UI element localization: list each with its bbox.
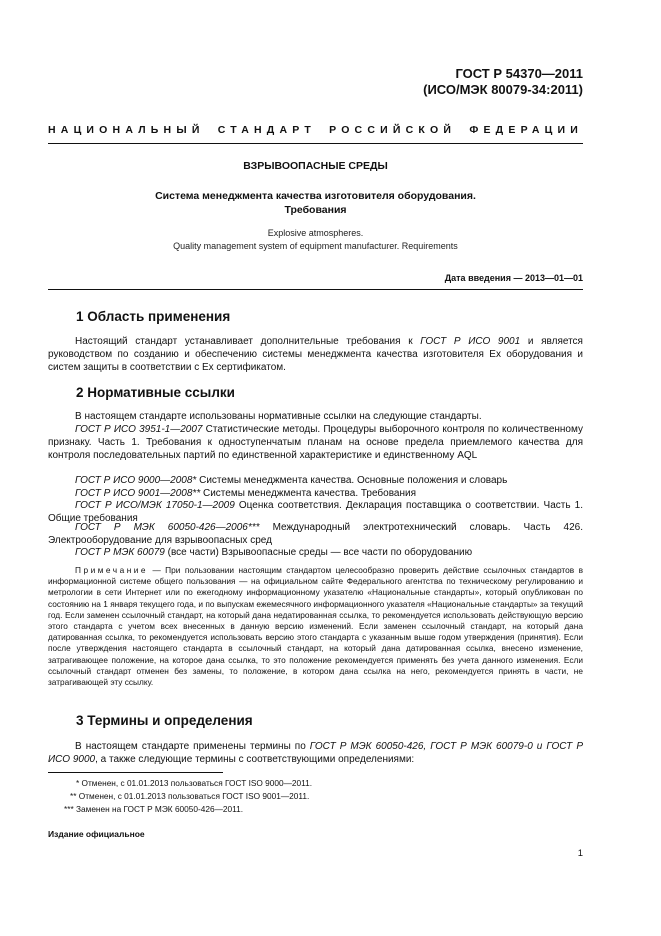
document-subtitle <box>48 189 583 217</box>
normative-references-note <box>48 565 583 688</box>
reference-code: ГОСТ Р ИСО 9001—2008** <box>75 488 201 499</box>
reference-link: ГОСТ Р МЭК 60050-426, ГОСТ Р МЭК 60079-0 <box>309 741 533 752</box>
subtitle-line2: Требования <box>284 204 347 216</box>
official-edition: Издание официальное <box>48 829 145 839</box>
section-2-intro: В настоящем стандарте использованы нормативные ссылки на следующие стандарты. <box>75 411 482 422</box>
national-standard-banner: НАЦИОНАЛЬНЫЙ СТАНДАРТ РОССИЙСКОЙ ФЕДЕРАЦИИ <box>48 124 583 136</box>
reference-title: Системы менеджмента качества. Основные положения и словарь <box>196 475 508 486</box>
reference-link: ГОСТ Р ИСО 9001 <box>420 336 521 347</box>
footnotes <box>64 777 312 816</box>
text-run: Настоящий стандарт устанавливает дополнительные требования к <box>75 336 421 347</box>
reference-iso-3951 <box>48 424 583 462</box>
section-3-paragraph <box>48 741 583 767</box>
reference-title: Системы менеджмента качества. Требования <box>200 488 417 499</box>
english-title-line1: Explosive atmospheres. <box>267 228 364 238</box>
document-title: ВЗРЫВООПАСНЫЕ СРЕДЫ <box>243 160 388 172</box>
standard-code <box>423 66 583 98</box>
text-run: и является руководством по созданию и обеспечению системы менеджмента качества изготовителя Ex оборудования и систем защиты в соответствии с Ex сертификатом. <box>48 336 583 373</box>
footnote-3: *** Заменен на ГОСТ Р МЭК 60050-426—2011. <box>64 804 244 814</box>
footnote-separator <box>48 772 223 773</box>
reference-iso-9000 <box>48 475 583 488</box>
reference-code: ГОСТ Р ИСО/МЭК 17050-1—2009 <box>75 500 235 511</box>
reference-code: ГОСТ Р МЭК 60050-426—2006*** <box>75 522 260 533</box>
reference-code: ГОСТ Р ИСО 9000—2008* <box>75 475 197 486</box>
text-run: и <box>532 741 547 752</box>
note-label: Примечание <box>75 565 149 575</box>
text-run: , а также следующие термины с соответствующими определениями: <box>95 753 415 765</box>
footnote-1: * Отменен, с 01.01.2013 пользоваться ГОСТ ISO 9000—2011. <box>76 778 313 788</box>
section-1-paragraph <box>48 336 583 374</box>
reference-title: Международный электротехнический словарь. Часть 426. Электрооборудование для взрывоопасных сред <box>48 522 583 546</box>
section-2-heading: 2 Нормативные ссылки <box>76 385 235 400</box>
section-3-heading: 3 Термины и определения <box>76 713 253 728</box>
reference-iec-60050-426 <box>48 522 583 548</box>
introduction-date: Дата введения — 2013—01—01 <box>444 273 583 283</box>
standard-code-line1: ГОСТ Р 54370—2011 <box>455 66 583 81</box>
text-run: В настоящем стандарте применены термины по <box>75 741 310 752</box>
reference-code: ГОСТ Р ИСО 3951-1—2007 <box>75 424 203 435</box>
subtitle-line1: Система менеджмента качества изготовителя оборудования. <box>155 190 476 202</box>
section-1-heading: 1 Область применения <box>76 309 231 324</box>
reference-link: ГОСТ Р ИСО 9000 <box>48 741 583 765</box>
reference-code: ГОСТ Р МЭК 60079 <box>75 547 165 558</box>
english-title-line2: Quality management system of equipment manufacturer. Requirements <box>173 241 458 251</box>
reference-iso-9001 <box>48 488 583 501</box>
reference-title: Оценка соответствия. Декларация поставщика о соответствии. Часть 1. Общие требования <box>48 500 583 524</box>
footnote-2: ** Отменен, с 01.01.2013 пользоваться ГОСТ ISO 9001—2011. <box>70 791 310 801</box>
header-rule <box>48 143 583 144</box>
reference-title: Статистические методы. Процедуры выборочного контроля по количественному признаку. Часть 1. Требования к одноступенчатым планам на основе предела приемлемого качества для контроля последовательных партий по единственной характеристике и единственному AQL <box>48 424 583 461</box>
english-title <box>48 227 583 253</box>
date-rule <box>48 289 583 290</box>
page-number: 1 <box>577 848 583 859</box>
reference-title: (все части) Взрывоопасные среды — все части по оборудованию <box>164 547 473 558</box>
standard-code-line2: (ИСО/МЭК 80079-34:2011) <box>423 82 583 97</box>
reference-iec-60079 <box>48 547 583 560</box>
document-page <box>48 0 583 936</box>
note-text: — При пользовании настоящим стандартом целесообразно проверить действие ссылочных стандартов в информационной системе общего пользования — на официальном сайте Федерального агентства по техническому регулированию и метрологии в сети Интернет или по ежегодному информационному указателю «Национальные стандарты», который опубликован по состоянию на 1 января текущего года, и по выпускам ежемесячного информационного указателя «Национальные стандарты» за текущий год. Если заменен ссылочный стандарт, на который дана недатированная ссылка, то рекомендуется использовать действующую версию этого стандарта с учетом всех внесенных в данную версию изменений. Если заменен ссылочный стандарт, на который дана датированная ссылка, то рекомендуется использовать версию этого стандарта с указанным выше годом утверждения (принятия). Если после утверждения настоящего стандарта в ссылочный стандарт, на который дана датированная ссылка, внесено изменение, затрагивающее положение, на которое дана ссылка, то это положение рекомендуется применять без учета данного изменения. Если ссылочный стандарт отменен без замены, то положение, в котором дана ссылка на него, рекомендуется принять в части, не затрагивающей эту ссылку. <box>48 565 583 688</box>
